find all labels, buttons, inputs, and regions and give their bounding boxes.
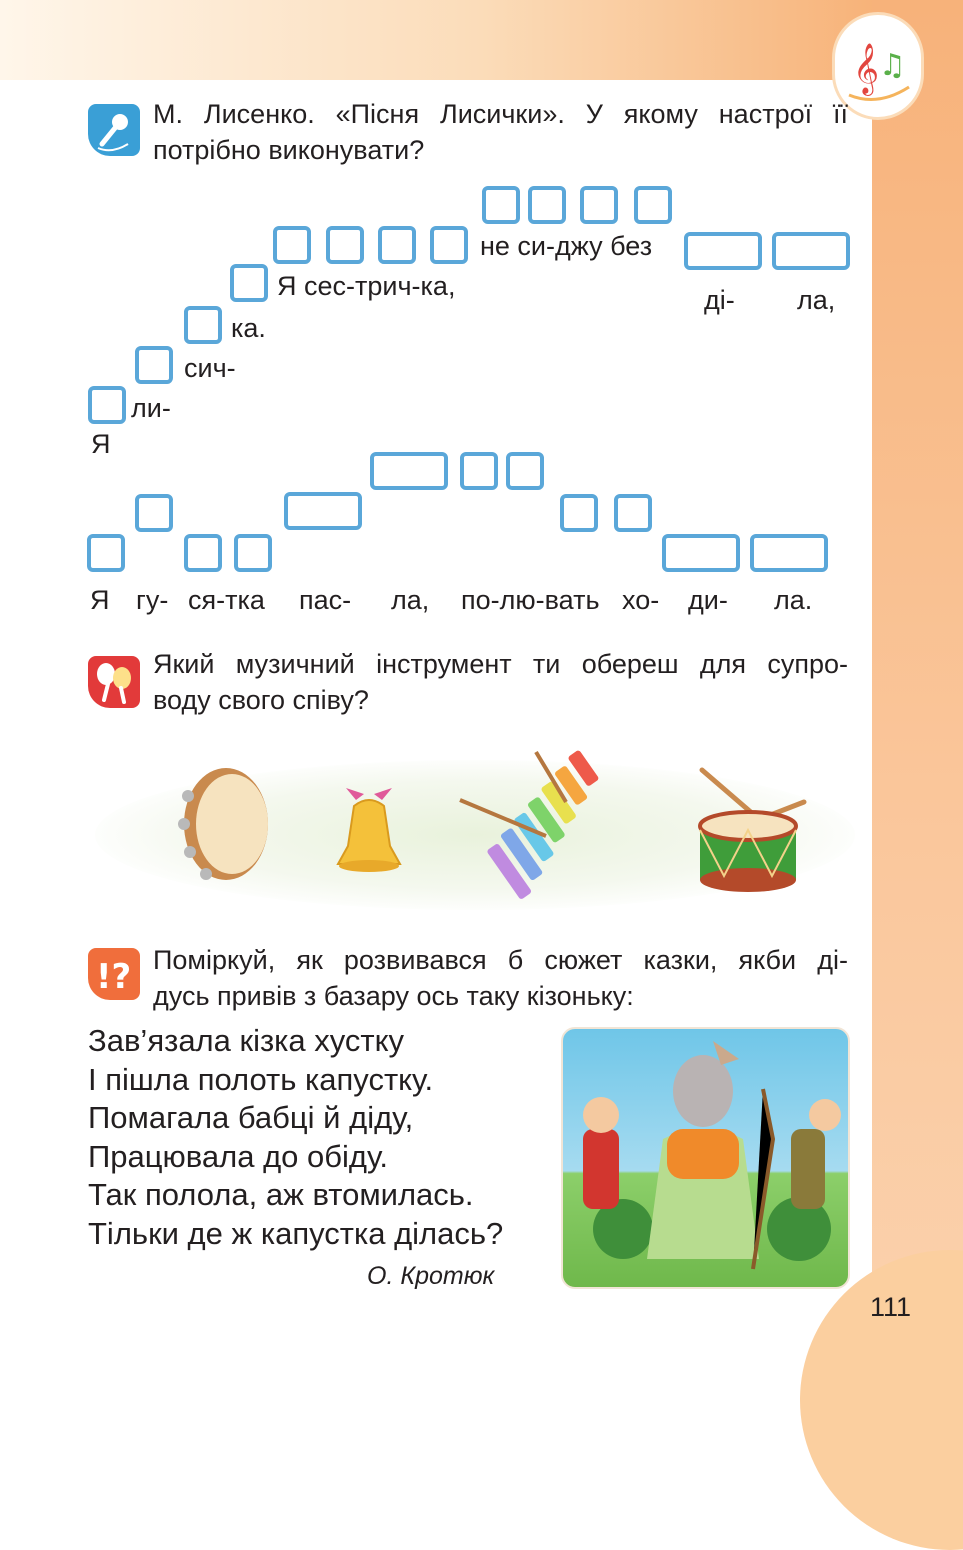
lyric-syllable: ла, [391,585,430,615]
lyric-syllable: по-лю-вать [461,585,600,615]
lyric-syllable: ди- [688,585,728,615]
lyric-syllable: ли- [131,393,171,423]
question-line: воду свого співу? [153,685,369,715]
svg-text:♫: ♫ [879,48,906,83]
question-line: дусь привів з базару ось таку кізоньку: [153,981,634,1011]
maracas-icon [88,656,140,708]
lyric-syllable: гу- [136,585,169,615]
note-box [184,306,222,344]
note-box [234,534,272,572]
question-exclamation-icon [88,948,140,1000]
page-number: 111 [870,1292,912,1322]
note-box [580,186,618,224]
note-box [284,492,362,530]
note-box [230,264,268,302]
note-box [135,494,173,532]
xylophone-icon[interactable] [456,750,646,905]
microphone-icon [88,104,140,156]
lyric-syllable: ла, [797,285,836,315]
note-box [326,226,364,264]
tambourine-icon[interactable] [168,766,278,891]
note-box [460,452,498,490]
question-2 [153,646,848,718]
note-box [772,232,850,270]
bell-icon[interactable] [324,780,414,885]
note-box [662,534,740,572]
poem-line: Зав’язала кізка хустку [88,1023,405,1058]
question-line: потрібно виконувати? [153,135,425,165]
lyric-syllable: Я [90,585,110,615]
question-line: Який музичний інструмент ти обереш для супро- [153,649,848,679]
note-box [634,186,672,224]
note-box [378,226,416,264]
lyric-syllable: ка. [231,313,266,343]
question-line: Поміркуй, як розвивався б сюжет казки, якби ді- [153,945,848,975]
right-decor-band [872,0,963,1394]
goat-illustration [561,1027,850,1289]
note-box [184,534,222,572]
lyric-syllable: ла. [774,585,813,615]
poem-line: Працювала до обіду. [88,1138,388,1174]
lyric-syllable: пас- [299,585,352,615]
note-box [273,226,311,264]
lyric-syllable: Я сес-трич-ка, [277,271,456,301]
lyric-syllable: не си-джу без [480,231,653,261]
question-line: М. Лисенко. «Пісня Лисички». У якому настрої її [153,99,848,129]
note-box [560,494,598,532]
question-1 [153,96,848,168]
poem-line: Помагала бабці й діду, [88,1100,414,1135]
svg-text:!?: !? [96,957,132,997]
note-box [528,186,566,224]
note-box [506,452,544,490]
lyric-syllable: ді- [704,285,735,315]
question-3 [153,942,848,1014]
drum-icon[interactable] [694,764,808,899]
lyric-syllable: сич- [184,353,236,383]
poem [88,1022,503,1253]
note-box [87,534,125,572]
note-box [614,494,652,532]
note-box [370,452,448,490]
note-box [750,534,828,572]
note-box [135,346,173,384]
note-box [684,232,762,270]
note-box [482,186,520,224]
note-box [430,226,468,264]
note-box [88,386,126,424]
poem-line: І пішла полоть капустку. [88,1061,434,1097]
svg-text:𝄞: 𝄞 [853,43,880,94]
poem-line: Так полола, аж втомилась. [88,1177,474,1212]
poem-line: Тільки де ж капустка ділась? [88,1215,504,1251]
lyric-syllable: ся-тка [188,585,265,615]
lyric-syllable: хо- [622,585,660,615]
top-decor-band [0,0,963,80]
poem-author: О. Кротюк [367,1262,495,1290]
lyric-syllable: Я [91,429,111,459]
